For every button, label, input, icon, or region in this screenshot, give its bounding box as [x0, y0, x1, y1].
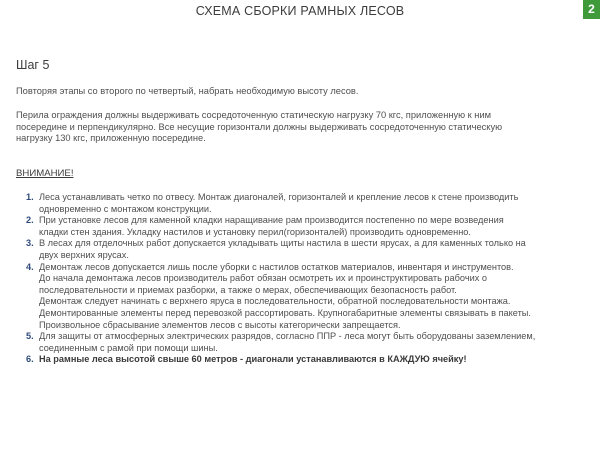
rule-text-line: одновременно с монтажом конструкции.: [39, 203, 212, 214]
rule-text-line: Для защиты от атмосферных электрических разрядов, согласно ППР - леса могут быть оборудованы заземлением,: [39, 331, 536, 342]
rule-text-line: Произвольное сбрасывание элементов лесов с высоты категорически запрещается.: [39, 319, 401, 330]
rule-number: 4.: [26, 261, 34, 272]
rule-item: [26, 192, 586, 215]
step-paragraph-repeat: [16, 86, 584, 98]
rule-item: [26, 262, 586, 332]
rule-number: 2.: [26, 215, 34, 226]
warning-heading: ВНИМАНИЕ!: [16, 168, 74, 179]
rule-text-line: Демонтаж лесов допускается лишь после уборки с настилов остатков материалов, инвентаря и инструментов.: [39, 261, 514, 272]
rule-text-line: В лесах для отделочных работ допускается укладывать щиты настила в шести ярусах, а для каменных только на: [39, 238, 526, 249]
step-paragraph-loads: [16, 110, 584, 145]
rule-number: 3.: [26, 238, 34, 249]
rule-text-line: Леса устанавливать четко по отвесу. Монтаж диагоналей, горизонталей и крепление лесов к стене производить: [39, 192, 519, 202]
rule-text-line: Демонтаж следует начинать с верхнего яруса в последовательности, обратной последовательности монтажа.: [39, 296, 511, 307]
rule-number: 1.: [26, 192, 34, 202]
rule-text-line: кладки стен здания. Укладку настилов и установку перил(горизонталей) производить одновременно.: [39, 226, 471, 237]
rule-text-line: На рамные леса высотой свыше 60 метров - диагонали устанавливаются в КАЖДУЮ ячейку!: [39, 354, 467, 365]
step-heading: Шаг 5: [16, 58, 50, 72]
page-number-badge: 2: [583, 0, 600, 19]
rule-number: 5.: [26, 331, 34, 342]
rule-item: [26, 238, 586, 261]
paragraph-text: Повторяя этапы со второго по четвертый, набрать необходимую высоту лесов.: [16, 86, 359, 96]
paragraph-line: посередине и перпендикулярно. Все несущие горизонтали должны выдерживать сосредоточенную статическую: [16, 121, 503, 132]
rule-text-line: последовательности и приемах разборки, а также о мерах, обеспечивающих безопасность работ.: [39, 284, 457, 295]
page-title: СХЕМА СБОРКИ РАМНЫХ ЛЕСОВ: [195, 4, 405, 18]
rules-list: [26, 192, 586, 366]
rule-text-line: двух верхних ярусах.: [39, 249, 129, 260]
rule-item: [26, 215, 586, 238]
rule-text-line: До начала демонтажа лесов производитель работ обязан осмотреть их и проинструктировать рабочих о: [39, 273, 487, 284]
paragraph-line: нагрузку 130 кгс, приложенную посередине.: [16, 133, 206, 143]
rule-number: 6.: [26, 354, 34, 365]
paragraph-line: Перила ограждения должны выдерживать сосредоточенную статическую нагрузку 70 кгс, приложенную к ним: [16, 110, 492, 120]
rule-text-line: соединенным с рамой при помощи шины.: [39, 342, 218, 353]
rule-text-line: Демонтированные элементы перед перевозкой рассортировать. Крупногабаритные элементы связывать в пакеты.: [39, 307, 531, 318]
rule-text-line: При установке лесов для каменной кладки наращивание рам производится постепенно по мере возведения: [39, 215, 504, 226]
rule-item: [26, 331, 586, 354]
rule-item: [26, 354, 586, 366]
